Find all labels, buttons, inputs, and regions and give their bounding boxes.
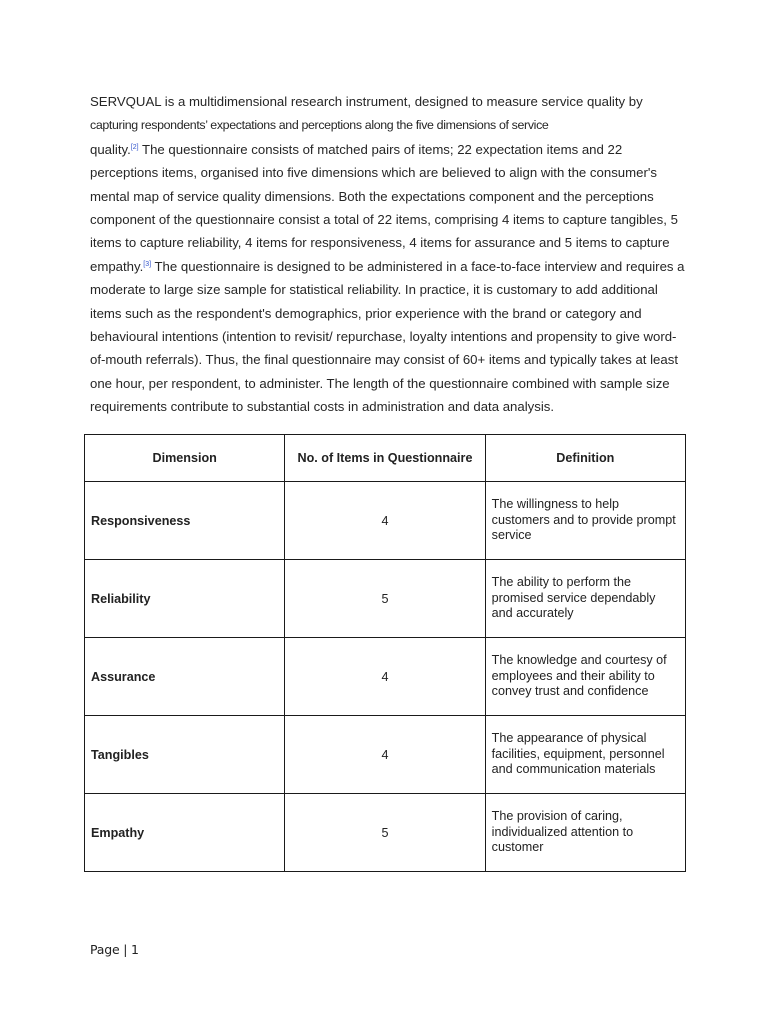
paragraph-quality-word: quality. bbox=[90, 141, 131, 157]
row-definition: The ability to perform the promised service dependably and accurately bbox=[485, 560, 685, 638]
servqual-dimensions-table bbox=[84, 434, 686, 872]
table-row bbox=[85, 716, 686, 794]
table-row bbox=[85, 482, 686, 560]
row-items-count: 5 bbox=[285, 560, 485, 638]
table-header-row bbox=[85, 435, 686, 482]
row-definition: The knowledge and courtesy of employees and their ability to convey trust and confidence bbox=[485, 638, 685, 716]
body-paragraph bbox=[90, 90, 690, 419]
row-definition: The provision of caring, individualized attention to customer bbox=[485, 794, 685, 872]
table-row bbox=[85, 638, 686, 716]
table-row bbox=[85, 560, 686, 638]
row-items-count: 5 bbox=[285, 794, 485, 872]
row-dimension: Tangibles bbox=[85, 716, 285, 794]
row-dimension: Assurance bbox=[85, 638, 285, 716]
citation-ref-2[interactable]: [2] bbox=[130, 143, 139, 151]
row-dimension: Empathy bbox=[85, 794, 285, 872]
header-dimension: Dimension bbox=[85, 435, 285, 482]
paragraph-line-2: capturing respondents’ expectations and perceptions along the five dimensions of service bbox=[90, 118, 549, 133]
row-items-count: 4 bbox=[285, 482, 485, 560]
row-items-count: 4 bbox=[285, 716, 485, 794]
row-definition: The appearance of physical facilities, equipment, personnel and communication materials bbox=[485, 716, 685, 794]
header-definition: Definition bbox=[485, 435, 685, 482]
paragraph-line-1: SERVQUAL is a multidimensional research instrument, designed to measure service quality by bbox=[90, 94, 643, 109]
header-items-count: No. of Items in Questionnaire bbox=[285, 435, 485, 482]
row-dimension: Reliability bbox=[85, 560, 285, 638]
table-row bbox=[85, 794, 686, 872]
paragraph-body-part-1: The questionnaire consists of matched pairs of items; 22 expectation items and 22 perceptions items, organised into five dimensions which are believed to align with the consumer's mental map of service quality dimensions. Both the expectations component and the perceptions component of the questionnaire consist a total of 22 items, comprising 4 items to capture tangibles, 5 items to capture reliability, 4 items for responsiveness, 4 items for assurance and 5 items to capture empathy. bbox=[90, 141, 678, 274]
row-definition: The willingness to help customers and to provide prompt service bbox=[485, 482, 685, 560]
row-dimension: Responsiveness bbox=[85, 482, 285, 560]
paragraph-body-part-2: The questionnaire is designed to be administered in a face-to-face interview and requires a moderate to large size sample for statistical reliability. In practice, it is customary to add additional items such as the respondent's demographics, prior experience with the brand or category and behavioural intentions (intention to revisit/ repurchase, loyalty intentions and propensity to give word-of-mouth referrals). Thus, the final questionnaire may consist of 60+ items and typically takes at least one hour, per respondent, to administer. The length of the questionnaire combined with sample size requirements contribute to substantial costs in administration and data analysis. bbox=[90, 258, 685, 415]
citation-ref-3[interactable]: [3] bbox=[143, 260, 152, 268]
page-number-footer: Page | 1 bbox=[90, 942, 139, 957]
row-items-count: 4 bbox=[285, 638, 485, 716]
